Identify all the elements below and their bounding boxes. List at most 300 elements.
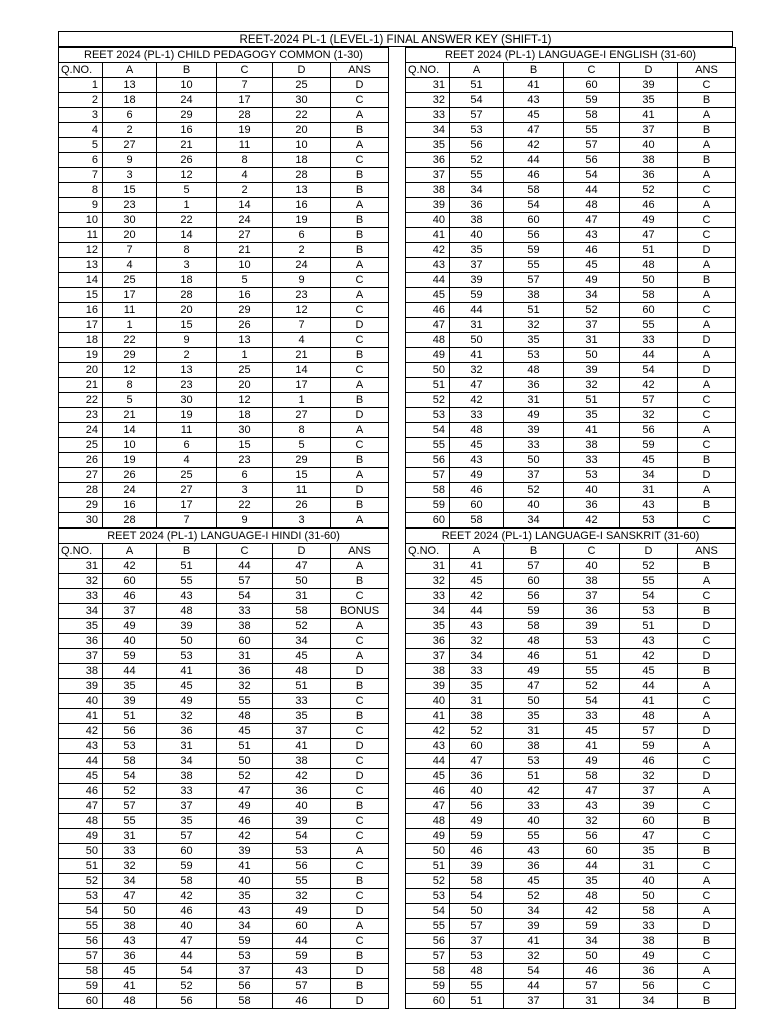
option-cell: 45 — [564, 724, 620, 739]
answer-cell: C — [331, 589, 389, 604]
table-row — [406, 168, 736, 183]
option-cell: 42 — [103, 559, 157, 574]
option-cell: 36 — [273, 784, 331, 799]
table-row — [406, 483, 736, 498]
answer-cell: B — [678, 498, 736, 513]
question-number: 54 — [59, 904, 103, 919]
answer-cell: A — [678, 168, 736, 183]
option-cell: 53 — [217, 949, 273, 964]
table-row — [59, 153, 389, 168]
answer-cell: A — [331, 108, 389, 123]
column-header: B — [157, 63, 217, 78]
option-cell: 42 — [504, 138, 564, 153]
answer-cell: A — [331, 198, 389, 213]
answer-cell: C — [678, 78, 736, 93]
option-cell: 44 — [504, 153, 564, 168]
answer-cell: D — [678, 649, 736, 664]
answer-cell: B — [678, 664, 736, 679]
option-cell: 31 — [103, 829, 157, 844]
option-cell: 24 — [273, 258, 331, 273]
option-cell: 39 — [273, 814, 331, 829]
option-cell: 46 — [564, 964, 620, 979]
option-cell: 31 — [450, 694, 504, 709]
option-cell: 47 — [273, 559, 331, 574]
table-row — [406, 724, 736, 739]
option-cell: 30 — [103, 213, 157, 228]
answer-cell: A — [331, 378, 389, 393]
question-number: 46 — [59, 784, 103, 799]
answer-cell: B — [678, 559, 736, 574]
option-cell: 31 — [564, 333, 620, 348]
option-cell: 28 — [157, 288, 217, 303]
option-cell: 32 — [450, 363, 504, 378]
option-cell: 21 — [103, 408, 157, 423]
answer-cell: C — [331, 814, 389, 829]
option-cell: 38 — [564, 574, 620, 589]
answer-cell: A — [678, 348, 736, 363]
option-cell: 13 — [157, 363, 217, 378]
column-header: D — [620, 63, 678, 78]
column-header: C — [217, 63, 273, 78]
option-cell: 52 — [504, 889, 564, 904]
table-row — [406, 619, 736, 634]
option-cell: 40 — [504, 498, 564, 513]
question-number: 43 — [59, 739, 103, 754]
answer-cell: C — [678, 513, 736, 528]
column-header: C — [564, 544, 620, 559]
answer-cell: D — [331, 769, 389, 784]
option-cell: 41 — [564, 739, 620, 754]
table-row — [406, 754, 736, 769]
question-number: 51 — [406, 378, 450, 393]
question-number: 38 — [406, 664, 450, 679]
option-cell: 40 — [450, 228, 504, 243]
option-cell: 35 — [273, 709, 331, 724]
question-number: 58 — [406, 964, 450, 979]
option-cell: 18 — [103, 93, 157, 108]
question-number: 29 — [59, 498, 103, 513]
answer-cell: A — [678, 198, 736, 213]
question-number: 36 — [406, 153, 450, 168]
option-cell: 46 — [273, 994, 331, 1009]
option-cell: 41 — [450, 559, 504, 574]
option-cell: 59 — [564, 919, 620, 934]
answer-cell: A — [331, 468, 389, 483]
answer-cell: B — [331, 874, 389, 889]
option-cell: 18 — [157, 273, 217, 288]
option-cell: 32 — [273, 889, 331, 904]
answer-cell: B — [331, 949, 389, 964]
option-cell: 48 — [103, 994, 157, 1009]
answer-cell: B — [678, 153, 736, 168]
option-cell: 20 — [217, 378, 273, 393]
tables-row-1 — [58, 47, 733, 528]
option-cell: 23 — [273, 288, 331, 303]
answer-cell: C — [678, 889, 736, 904]
answer-cell: A — [678, 874, 736, 889]
answer-cell: A — [678, 574, 736, 589]
option-cell: 34 — [504, 513, 564, 528]
answer-cell: D — [331, 739, 389, 754]
option-cell: 25 — [273, 78, 331, 93]
answer-cell: C — [331, 694, 389, 709]
table-row — [59, 348, 389, 363]
answer-cell: D — [331, 78, 389, 93]
option-cell: 54 — [620, 363, 678, 378]
question-number: 60 — [406, 994, 450, 1009]
question-number: 37 — [406, 649, 450, 664]
option-cell: 55 — [273, 874, 331, 889]
option-cell: 44 — [450, 303, 504, 318]
option-cell: 11 — [103, 303, 157, 318]
question-number: 44 — [59, 754, 103, 769]
table-row — [406, 348, 736, 363]
option-cell: 7 — [157, 513, 217, 528]
option-cell: 37 — [273, 724, 331, 739]
left-column-top — [58, 47, 388, 528]
option-cell: 42 — [217, 829, 273, 844]
option-cell: 26 — [217, 318, 273, 333]
table-row — [406, 874, 736, 889]
table-row — [406, 363, 736, 378]
option-cell: 35 — [564, 408, 620, 423]
option-cell: 6 — [217, 468, 273, 483]
question-number: 19 — [59, 348, 103, 363]
option-cell: 50 — [450, 904, 504, 919]
option-cell: 33 — [217, 604, 273, 619]
option-cell: 47 — [450, 754, 504, 769]
option-cell: 49 — [620, 213, 678, 228]
option-cell: 36 — [620, 964, 678, 979]
question-number: 42 — [59, 724, 103, 739]
column-header: D — [273, 63, 331, 78]
option-cell: 41 — [103, 979, 157, 994]
option-cell: 2 — [103, 123, 157, 138]
question-number: 38 — [406, 183, 450, 198]
option-cell: 56 — [504, 228, 564, 243]
option-cell: 51 — [217, 739, 273, 754]
answer-cell: A — [331, 513, 389, 528]
option-cell: 56 — [217, 979, 273, 994]
option-cell: 44 — [273, 934, 331, 949]
option-cell: 7 — [103, 243, 157, 258]
option-cell: 26 — [273, 498, 331, 513]
option-cell: 47 — [450, 378, 504, 393]
option-cell: 57 — [504, 273, 564, 288]
option-cell: 60 — [620, 303, 678, 318]
option-cell: 52 — [450, 153, 504, 168]
option-cell: 57 — [217, 574, 273, 589]
option-cell: 49 — [450, 468, 504, 483]
option-cell: 45 — [620, 453, 678, 468]
option-cell: 46 — [103, 589, 157, 604]
table-row — [59, 228, 389, 243]
answer-cell: C — [678, 754, 736, 769]
option-cell: 56 — [620, 423, 678, 438]
table-row — [59, 78, 389, 93]
table-row — [406, 198, 736, 213]
table-row — [59, 949, 389, 964]
column-header: Q.NO. — [59, 63, 103, 78]
question-number: 41 — [406, 228, 450, 243]
table-row — [406, 393, 736, 408]
option-cell: 5 — [103, 393, 157, 408]
option-cell: 49 — [157, 694, 217, 709]
answer-cell: B — [331, 183, 389, 198]
option-cell: 8 — [103, 378, 157, 393]
option-cell: 58 — [504, 183, 564, 198]
option-cell: 14 — [217, 198, 273, 213]
question-number: 44 — [406, 273, 450, 288]
option-cell: 48 — [504, 634, 564, 649]
option-cell: 56 — [504, 589, 564, 604]
option-cell: 54 — [273, 829, 331, 844]
option-cell: 45 — [620, 664, 678, 679]
question-number: 50 — [406, 844, 450, 859]
option-cell: 56 — [564, 829, 620, 844]
table-row — [59, 468, 389, 483]
question-number: 39 — [406, 198, 450, 213]
table-row — [406, 814, 736, 829]
option-cell: 20 — [103, 228, 157, 243]
question-number: 31 — [406, 559, 450, 574]
option-cell: 57 — [157, 829, 217, 844]
table-row — [406, 919, 736, 934]
option-cell: 23 — [217, 453, 273, 468]
option-cell: 9 — [273, 273, 331, 288]
option-cell: 58 — [450, 513, 504, 528]
option-cell: 33 — [450, 664, 504, 679]
question-number: 18 — [59, 333, 103, 348]
option-cell: 46 — [620, 198, 678, 213]
right-column-top — [405, 47, 733, 528]
answer-cell: A — [331, 559, 389, 574]
option-cell: 21 — [157, 138, 217, 153]
option-cell: 36 — [504, 378, 564, 393]
option-cell: 60 — [273, 919, 331, 934]
option-cell: 39 — [504, 919, 564, 934]
option-cell: 16 — [217, 288, 273, 303]
option-cell: 11 — [273, 483, 331, 498]
table-row — [406, 859, 736, 874]
option-cell: 58 — [564, 769, 620, 784]
option-cell: 45 — [273, 649, 331, 664]
option-cell: 32 — [450, 634, 504, 649]
option-cell: 44 — [504, 979, 564, 994]
option-cell: 42 — [620, 649, 678, 664]
option-cell: 55 — [564, 123, 620, 138]
question-number: 40 — [406, 213, 450, 228]
question-number: 53 — [406, 408, 450, 423]
question-number: 60 — [406, 513, 450, 528]
table-row — [406, 123, 736, 138]
table-row — [406, 183, 736, 198]
question-number: 27 — [59, 468, 103, 483]
answer-cell: C — [678, 213, 736, 228]
question-number: 54 — [406, 423, 450, 438]
option-cell: 39 — [564, 619, 620, 634]
option-cell: 43 — [450, 453, 504, 468]
option-cell: 11 — [217, 138, 273, 153]
column-header: Q.NO. — [59, 544, 103, 559]
table-row — [59, 198, 389, 213]
option-cell: 1 — [103, 318, 157, 333]
option-cell: 52 — [450, 724, 504, 739]
option-cell: 16 — [273, 198, 331, 213]
question-number: 46 — [406, 784, 450, 799]
question-number: 42 — [406, 243, 450, 258]
option-cell: 3 — [273, 513, 331, 528]
option-cell: 42 — [564, 904, 620, 919]
option-cell: 15 — [217, 438, 273, 453]
section-heading: REET 2024 (PL-1) LANGUAGE-I ENGLISH (31-60) — [406, 48, 736, 63]
option-cell: 28 — [273, 168, 331, 183]
option-cell: 44 — [564, 859, 620, 874]
option-cell: 49 — [273, 904, 331, 919]
option-cell: 38 — [450, 213, 504, 228]
option-cell: 53 — [504, 754, 564, 769]
option-cell: 55 — [504, 258, 564, 273]
option-cell: 51 — [620, 243, 678, 258]
question-number: 5 — [59, 138, 103, 153]
question-number: 55 — [406, 919, 450, 934]
table-row — [406, 784, 736, 799]
option-cell: 37 — [103, 604, 157, 619]
option-cell: 37 — [450, 258, 504, 273]
question-number: 31 — [406, 78, 450, 93]
option-cell: 38 — [620, 153, 678, 168]
option-cell: 58 — [157, 874, 217, 889]
option-cell: 4 — [103, 258, 157, 273]
left-column-bottom — [58, 528, 388, 1009]
table-row — [59, 589, 389, 604]
option-cell: 41 — [217, 859, 273, 874]
question-number: 58 — [59, 964, 103, 979]
option-cell: 57 — [564, 138, 620, 153]
column-header-row — [59, 544, 389, 559]
option-cell: 7 — [217, 78, 273, 93]
option-cell: 31 — [504, 393, 564, 408]
option-cell: 46 — [504, 168, 564, 183]
option-cell: 60 — [157, 844, 217, 859]
option-cell: 60 — [450, 739, 504, 754]
option-cell: 15 — [103, 183, 157, 198]
question-number: 6 — [59, 153, 103, 168]
answer-cell: C — [678, 694, 736, 709]
right-column-bottom — [405, 528, 733, 1009]
option-cell: 10 — [157, 78, 217, 93]
question-number: 46 — [406, 303, 450, 318]
question-number: 54 — [406, 904, 450, 919]
table-row — [59, 964, 389, 979]
option-cell: 53 — [620, 513, 678, 528]
question-number: 45 — [406, 769, 450, 784]
option-cell: 17 — [157, 498, 217, 513]
table-row — [406, 634, 736, 649]
option-cell: 54 — [450, 889, 504, 904]
table-row — [59, 483, 389, 498]
answer-cell: B — [331, 574, 389, 589]
option-cell: 51 — [504, 303, 564, 318]
answer-cell: C — [678, 859, 736, 874]
column-header: Q.NO. — [406, 63, 450, 78]
option-cell: 14 — [273, 363, 331, 378]
table-row — [59, 363, 389, 378]
option-cell: 51 — [504, 769, 564, 784]
answer-cell: B — [331, 799, 389, 814]
option-cell: 49 — [564, 754, 620, 769]
option-cell: 6 — [273, 228, 331, 243]
option-cell: 56 — [620, 979, 678, 994]
option-cell: 6 — [157, 438, 217, 453]
option-cell: 57 — [103, 799, 157, 814]
answer-cell: B — [678, 934, 736, 949]
option-cell: 35 — [504, 333, 564, 348]
option-cell: 48 — [450, 964, 504, 979]
answer-cell: A — [678, 739, 736, 754]
option-cell: 43 — [450, 619, 504, 634]
answer-key-sheet — [58, 31, 733, 1009]
option-cell: 10 — [273, 138, 331, 153]
option-cell: 12 — [273, 303, 331, 318]
option-cell: 31 — [450, 318, 504, 333]
answer-cell: A — [678, 138, 736, 153]
option-cell: 38 — [273, 754, 331, 769]
table-row — [59, 288, 389, 303]
question-number: 58 — [406, 483, 450, 498]
option-cell: 35 — [450, 679, 504, 694]
option-cell: 35 — [217, 889, 273, 904]
option-cell: 58 — [504, 619, 564, 634]
option-cell: 34 — [620, 468, 678, 483]
option-cell: 8 — [157, 243, 217, 258]
table-row — [406, 949, 736, 964]
option-cell: 40 — [217, 874, 273, 889]
option-cell: 35 — [504, 709, 564, 724]
answer-table — [58, 528, 389, 1009]
option-cell: 45 — [450, 574, 504, 589]
question-number: 42 — [406, 724, 450, 739]
option-cell: 51 — [273, 679, 331, 694]
question-number: 50 — [59, 844, 103, 859]
option-cell: 56 — [157, 994, 217, 1009]
option-cell: 41 — [620, 108, 678, 123]
question-number: 57 — [406, 468, 450, 483]
table-row — [59, 604, 389, 619]
question-number: 47 — [406, 799, 450, 814]
answer-cell: B — [331, 393, 389, 408]
option-cell: 50 — [450, 333, 504, 348]
table-row — [59, 333, 389, 348]
option-cell: 54 — [564, 168, 620, 183]
column-header: A — [450, 544, 504, 559]
table-row — [59, 649, 389, 664]
option-cell: 37 — [564, 318, 620, 333]
table-row — [59, 498, 389, 513]
option-cell: 53 — [273, 844, 331, 859]
option-cell: 59 — [450, 829, 504, 844]
table-row — [59, 739, 389, 754]
option-cell: 49 — [620, 949, 678, 964]
question-number: 48 — [59, 814, 103, 829]
question-number: 49 — [59, 829, 103, 844]
answer-cell: A — [678, 709, 736, 724]
option-cell: 53 — [564, 634, 620, 649]
table-row — [59, 994, 389, 1009]
question-number: 33 — [406, 108, 450, 123]
table-row — [406, 589, 736, 604]
option-cell: 2 — [217, 183, 273, 198]
